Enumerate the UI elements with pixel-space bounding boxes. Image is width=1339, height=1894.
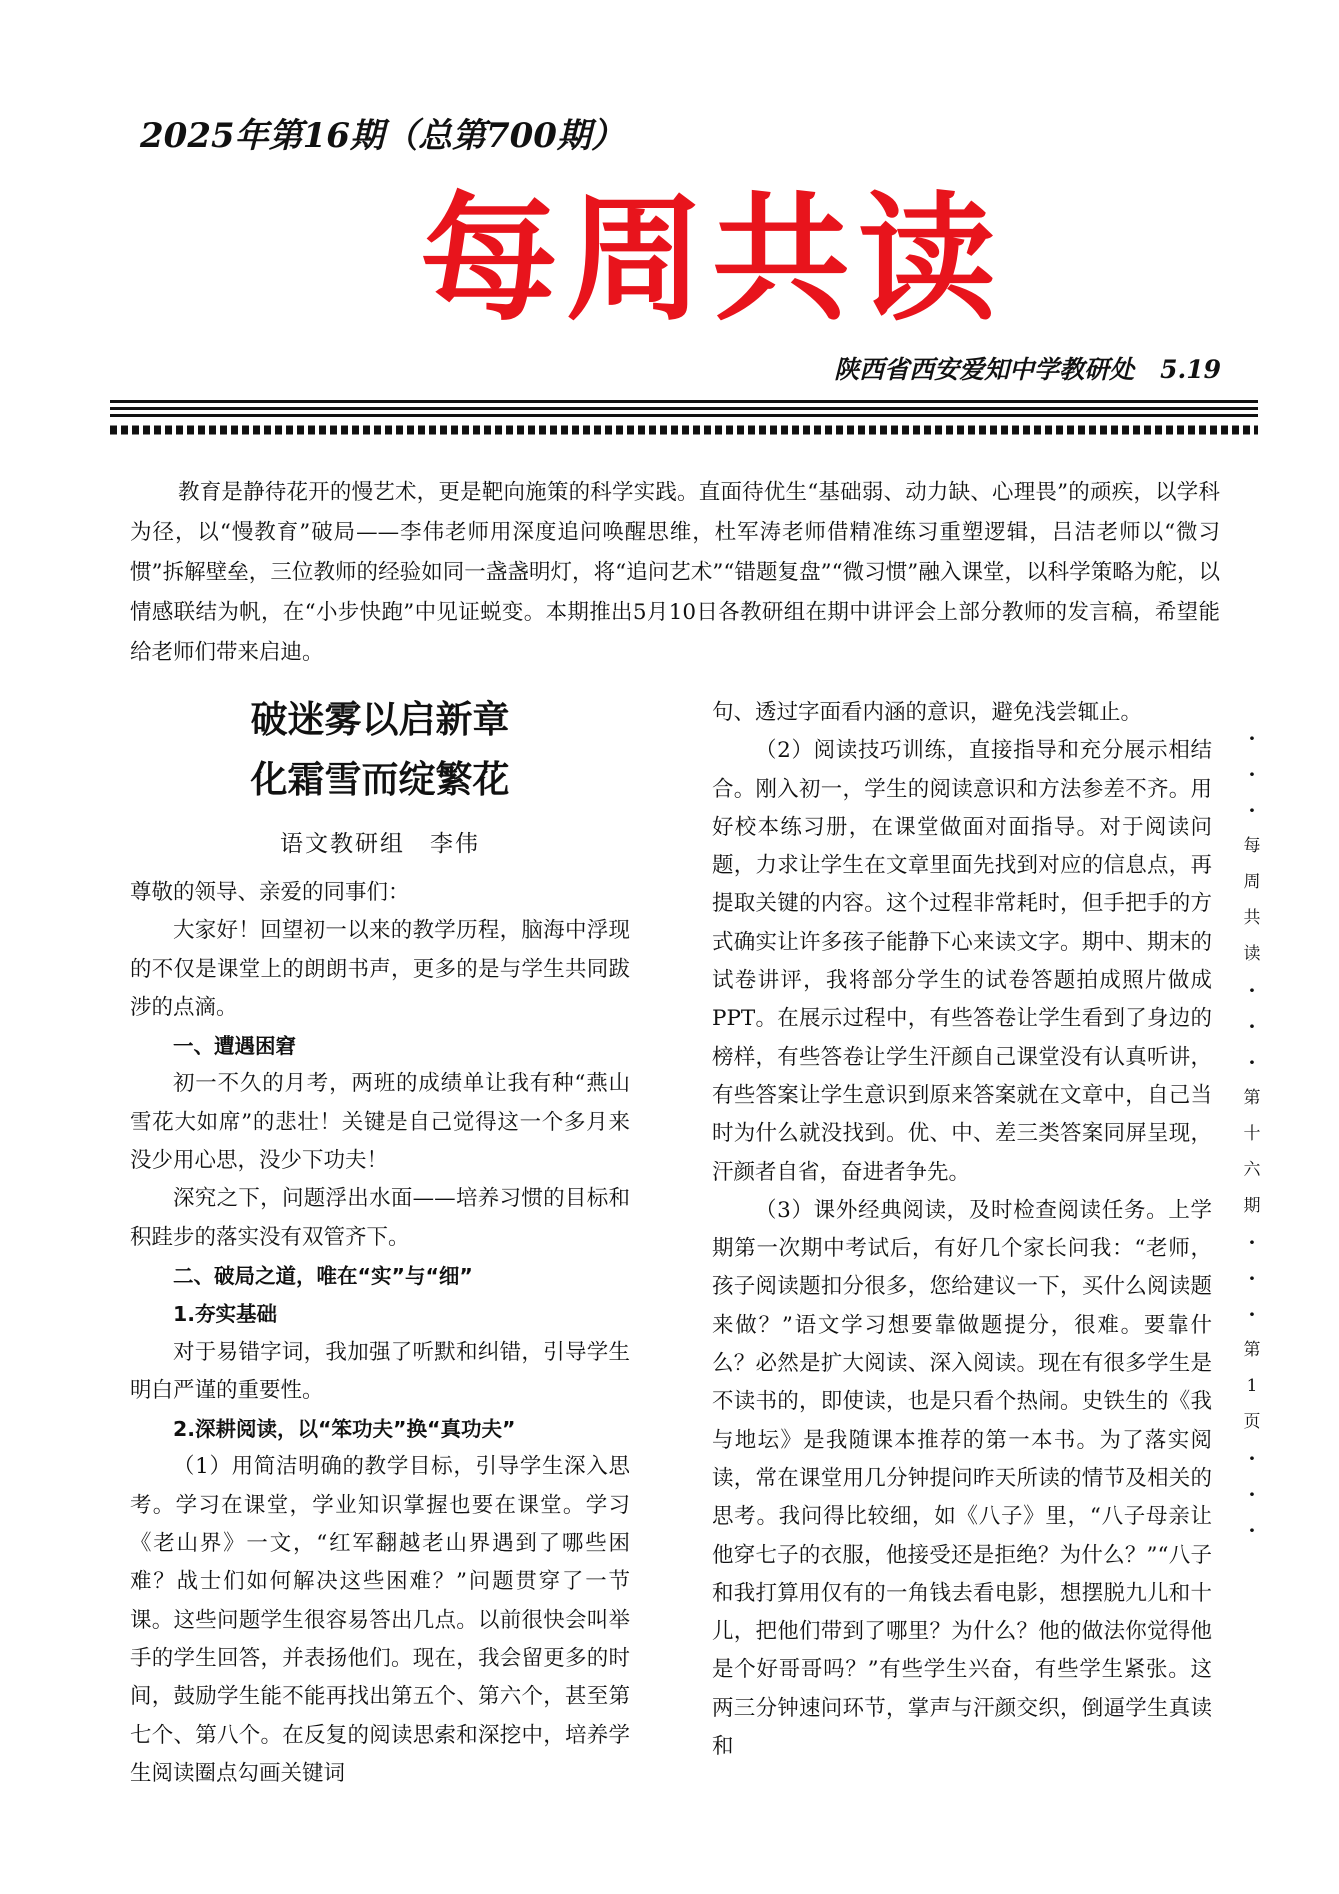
vertical-char: 共 — [1243, 908, 1261, 928]
vertical-dot: · — [1248, 1230, 1256, 1254]
vertical-char: 期 — [1243, 1196, 1261, 1216]
article-title-line1: 破迷雾以启新章 — [250, 698, 510, 741]
article-author: 语文教研组 李伟 — [280, 831, 480, 857]
article-title-line2: 化霜雪而绽繁花 — [250, 758, 510, 801]
paragraph-teaching-goals: （1）用简洁明确的教学目标，引导学生深入思考。学习在课堂，学业知识掌握也要在课堂。学习《老山界》一文，“红军翻越老山界遇到了哪些困难？战士们如何解决这些困难？”问题贯穿了一节课。这些问题学生很容易答出几点。以前很快会叫举手的学生回答，并表扬他们。现在，我会留更多的时间，鼓励学生能不能再找出第五个、第六个，甚至第七个、第八个。在反复的阅读思索和深挖中，培养学生阅读圈点勾画关键词 — [130, 1454, 630, 1786]
article-right-column — [712, 694, 1212, 1766]
vertical-char: 第 — [1243, 1088, 1261, 1108]
vertical-dot: · — [1248, 1014, 1256, 1038]
vertical-dot: · — [1248, 762, 1256, 786]
section-heading-1: 一、遭遇困窘 — [173, 1034, 296, 1059]
vertical-char: 第 — [1243, 1340, 1261, 1360]
article-title — [130, 690, 630, 810]
salutation: 尊敬的领导、亲爱的同事们： — [130, 880, 410, 905]
vertical-char: 周 — [1243, 872, 1261, 892]
vertical-dot: · — [1248, 726, 1256, 750]
masthead-text: 每周共读 — [420, 185, 1005, 335]
issue-number: 2025年第16期（总第700期） — [140, 116, 625, 156]
vertical-dot: · — [1248, 978, 1256, 1002]
paragraph-teaching-goals-continued: 句、透过字面看内涵的意识，避免浅尝辄止。 — [712, 700, 1143, 725]
vertical-char: 页 — [1243, 1412, 1261, 1432]
vertical-dot: · — [1248, 1050, 1256, 1074]
vertical-char: 读 — [1243, 944, 1261, 964]
vertical-char: 六 — [1243, 1160, 1261, 1180]
publisher-name: 陕西省西安爱知中学教研处 — [834, 355, 1135, 384]
vertical-dot: · — [1248, 1446, 1256, 1470]
vertical-char: 十 — [1243, 1124, 1261, 1144]
vertical-char: 每 — [1243, 836, 1261, 856]
vertical-dot: · — [1248, 1518, 1256, 1542]
vertical-dot: · — [1248, 1482, 1256, 1506]
header-rule — [110, 400, 1258, 438]
vertical-page-marker — [1240, 720, 1264, 1548]
paragraph-problem: 深究之下，问题浮出水面——培养习惯的目标和积跬步的落实没有双管齐下。 — [130, 1186, 630, 1250]
paragraph-reading-skills: （2）阅读技巧训练，直接指导和充分展示相结合。刚入初一，学生的阅读意识和方法参差不齐。用好校本练习册，在课堂做面对面指导。对于阅读问题，力求让学生在文章里面先找到对应的信息点，再提取关键的内容。这个过程非常耗时，但手把手的方式确实让许多孩子能静下心来读文字。期中、期末的试卷讲评，我将部分学生的试卷答题拍成照片做成PPT。在展示过程中，有些答卷让学生看到了身边的榜样，有些答卷让学生汗颜自己课堂没有认真听讲，有些答案让学生意识到原来答案就在文章中，自己当时为什么就没找到。优、中、差三类答案同屏呈现，汗颜者自省，奋进者争先。 — [712, 738, 1212, 1185]
paragraph-monthly-exam: 初一不久的月考，两班的成绩单让我有种“燕山雪花大如席”的悲壮！关键是自己觉得这一个多月来没少用心思，没少下功夫！ — [130, 1071, 630, 1174]
publisher-line — [834, 350, 1221, 386]
vertical-dot: · — [1248, 1266, 1256, 1290]
vertical-dot: · — [1248, 1302, 1256, 1326]
intro-paragraph: 教育是静待花开的慢艺术，更是靶向施策的科学实践。直面待优生“基础弱、动力缺、心理畏”的顽疾，以学科为径，以“慢教育”破局——李伟老师用深度追问唤醒思维，杜军涛老师借精准练习重塑逻辑，吕洁老师以“微习惯”拆解壁垒，三位教师的经验如同一盏盏明灯，将“追问艺术”“错题复盘”“微习惯”融入课堂，以科学策略为舵，以情感联结为帆，在“小步快跑”中见证蜕变。本期推出5月10日各教研组在期中讲评会上部分教师的发言稿，希望能给老师们带来启迪。 — [130, 480, 1220, 665]
subsection-heading-1: 1.夯实基础 — [173, 1302, 278, 1327]
paragraph-classic-reading: （3）课外经典阅读，及时检查阅读任务。上学期第一次期中考试后，有好几个家长问我：“老师，孩子阅读题扣分很多，您给建议一下，买什么阅读题来做？”语文学习想要靠做题提分，很难。要靠什么？必然是扩大阅读、深入阅读。现在有很多学生是不读书的，即使读，也是只看个热闹。史铁生的《我与地坛》是我随课本推荐的第一本书。为了落实阅读，常在课堂用几分钟提问昨天所读的情节及相关的思考。我问得比较细，如《八子》里，“八子母亲让他穿七子的衣服，他接受还是拒绝？为什么？”“八子和我打算用仅有的一角钱去看电影，想摆脱九儿和十儿，把他们带到了哪里？为什么？他的做法你觉得他是个好哥哥吗？”有些学生兴奋，有些学生紧张。这两三分钟速问环节，掌声与汗颜交织，倒逼学生真读和 — [712, 1197, 1212, 1760]
section-heading-2: 二、破局之道，唯在“实”与“细” — [173, 1263, 473, 1288]
masthead-title — [420, 185, 1020, 335]
vertical-dot: · — [1248, 798, 1256, 822]
article-left-column — [130, 690, 630, 1793]
subsection-heading-2: 2.深耕阅读，以“笨功夫”换“真功夫” — [173, 1417, 516, 1442]
vertical-char: 1 — [1246, 1376, 1258, 1396]
paragraph-greeting: 大家好！回望初一以来的教学历程，脑海中浮现的不仅是课堂上的朗朗书声，更多的是与学生共同跋涉的点滴。 — [130, 918, 630, 1020]
paragraph-basics: 对于易错字词，我加强了听默和纠错，引导学生明白严谨的重要性。 — [130, 1339, 630, 1403]
publish-date: 5.19 — [1160, 355, 1221, 384]
